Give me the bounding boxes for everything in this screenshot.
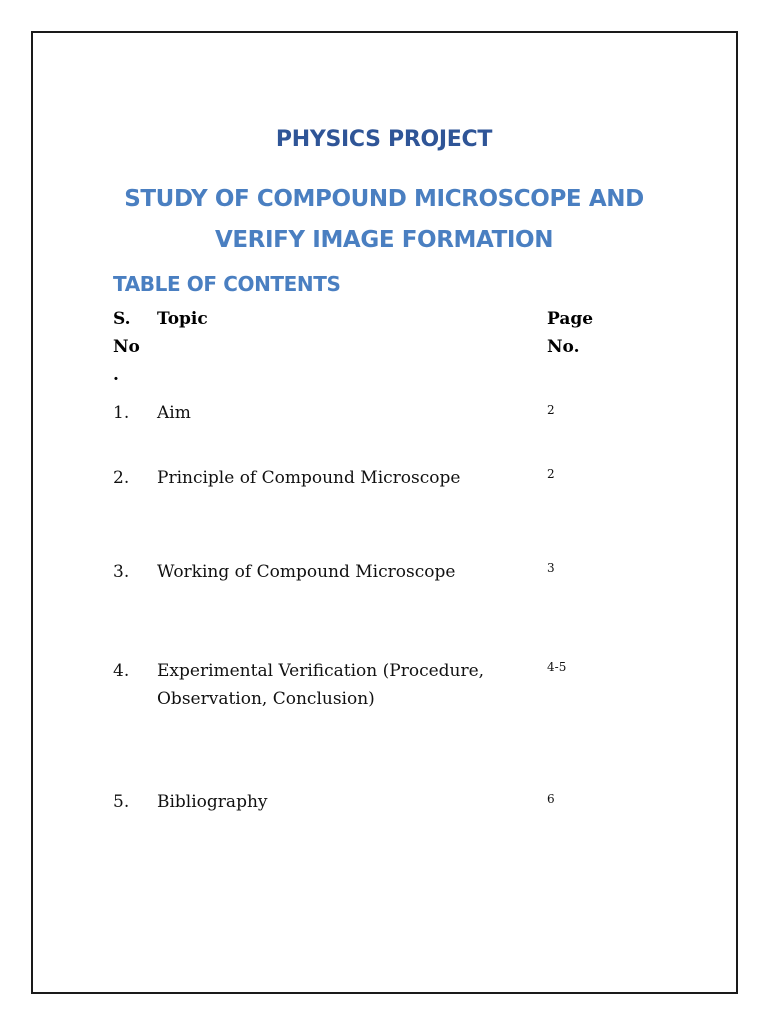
row-number: 3. [113,562,130,582]
row-number: 4. [113,661,130,681]
header-sno-line-2: No [113,337,140,357]
row-topic: Principle of Compound Microscope [157,468,461,488]
row-number: 2. [113,468,130,488]
header-topic: Topic [157,309,208,329]
row-page: 3 [547,561,555,575]
header-sno-line-1: S. [113,309,131,329]
row-page: 2 [547,403,555,417]
subtitle-line-1: STUDY OF COMPOUND MICROSCOPE AND [124,186,644,212]
row-number: 1. [113,403,130,423]
toc-heading: TABLE OF CONTENTS [113,272,341,296]
row-topic: Bibliography [157,792,268,812]
subtitle-line-2: VERIFY IMAGE FORMATION [214,227,554,253]
row-topic [157,657,517,713]
row-topic-line-2: Observation, Conclusion) [157,689,375,709]
row-topic-line-1: Experimental Verification (Procedure, [157,661,485,681]
page-border [31,31,738,994]
header-sno-line-3: . [113,365,119,385]
document-subtitle [0,179,768,261]
row-page: 2 [547,467,555,481]
row-topic: Aim [157,403,191,423]
row-topic: Working of Compound Microscope [157,562,456,582]
document-title: PHYSICS PROJECT [275,127,493,152]
header-page-line-2: No. [547,337,580,357]
header-page [547,305,607,361]
row-number: 5. [113,792,130,812]
row-page: 6 [547,792,555,806]
header-page-line-1: Page [547,309,594,329]
header-sno [113,305,149,389]
row-page: 4-5 [547,660,567,674]
